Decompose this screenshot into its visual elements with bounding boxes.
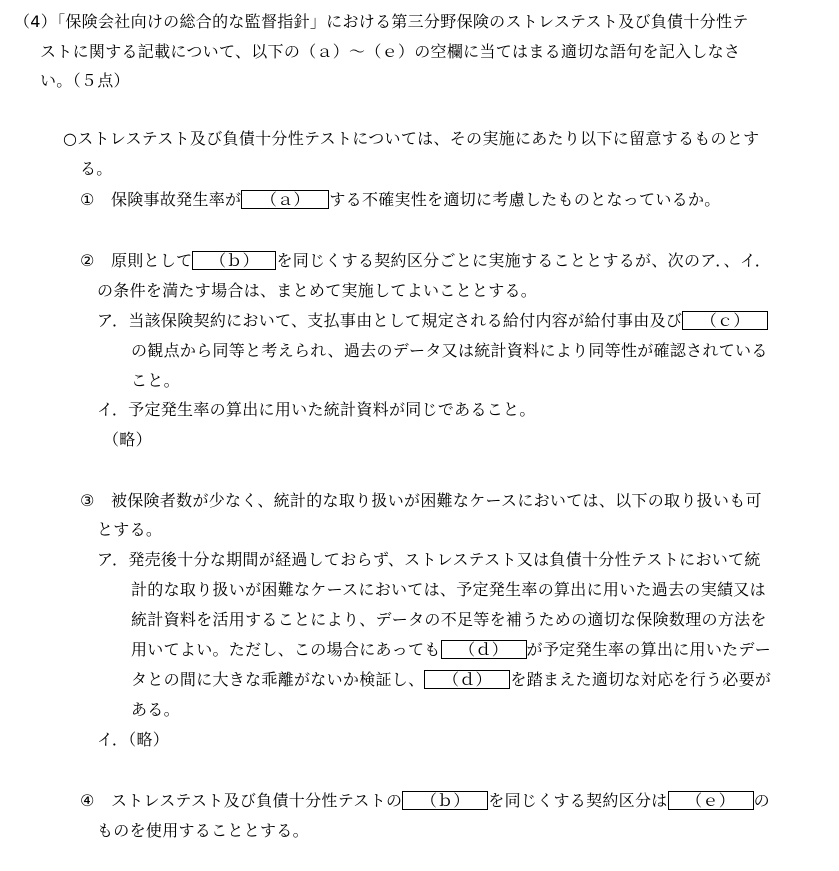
item-4-line-1 <box>80 791 770 811</box>
item-2-line-2: の条件を満たす場合は、まとめて実施してよいこととする。 <box>97 281 538 300</box>
item-3a-line-4 <box>131 640 771 660</box>
item-3a-line-2: 計的な取り扱いが困難なケースにおいては、予定発生率の算出に用いた過去の実績又は <box>131 580 766 599</box>
question-line-1: （4）「保険会社向けの総合的な監督指針」における第三分野保険のストレステスト及び負債十分性テ <box>14 12 749 31</box>
item-2i-line: イ．予定発生率の算出に用いた統計資料が同じであること。 <box>97 400 536 419</box>
item-3-line-1: ③ 被保険者数が少なく、統計的な取り扱いが困難なケースにおいては、以下の取り扱いも可 <box>80 491 762 510</box>
blank-b[interactable]: （ｂ） <box>192 251 276 270</box>
item-1-text-before: ① 保険事故発生率が <box>80 190 242 209</box>
question-line-2: ストに関する記載について、以下の（ａ）～（ｅ）の空欄に当てはまる適切な語句を記入しなさ <box>40 42 741 61</box>
item-3-line-2: とする。 <box>97 520 163 539</box>
item-3a-line-4-after: が予定発生率の算出に用いたデー <box>526 640 772 659</box>
item-3a-line-5-before: タとの間に大きな乖離がないか検証し、 <box>131 670 425 689</box>
item-3i-line: イ．（略） <box>97 730 170 749</box>
item-3a-line-4-before: 用いてよい。ただし、この場合にあっても <box>131 640 441 659</box>
item-2-text-after: を同じくする契約区分ごとに実施することとするが、次のア．、イ． <box>276 251 772 270</box>
item-2a-text-before: ア．当該保険契約において、支払事由として規定される給付内容が給付事由及び <box>97 311 683 330</box>
intro-line-1: ○ストレステスト及び負債十分性テストについては、その実施にあたり以下に留意するものとす <box>63 129 760 148</box>
item-2-text-before: ② 原則として <box>80 251 193 270</box>
blank-d-2[interactable]: （ｄ） <box>424 670 510 689</box>
item-4-line-2: ものを使用することとする。 <box>97 821 309 840</box>
question-line-3: い。（５点） <box>40 71 130 90</box>
item-3a-line-1: ア．発売後十分な期間が経過しておらず、ストレステスト又は負債十分性テストにおいて統 <box>97 550 761 569</box>
item-4-text-mid: を同じくする契約区分は <box>488 791 668 810</box>
item-4-text-before: ④ ストレステスト及び負債十分性テストの <box>80 791 403 810</box>
blank-c[interactable]: （ｃ） <box>682 311 768 330</box>
item-2a-line-1 <box>97 311 768 331</box>
item-4-text-after: の <box>753 791 770 810</box>
item-3a-line-5-after: を踏まえた適切な対応を行う必要が <box>510 670 772 689</box>
blank-a[interactable]: （ａ） <box>241 190 329 209</box>
item-2-omit: （略） <box>103 430 152 449</box>
item-3a-line-5 <box>131 670 771 690</box>
item-1-line <box>80 190 721 210</box>
blank-b-2[interactable]: （ｂ） <box>402 791 488 810</box>
item-3a-line-3: 統計資料を活用することにより、データの不足等を補うための適切な保険数理の方法を <box>131 610 767 629</box>
item-3a-line-6: ある。 <box>131 700 180 719</box>
item-2a-line-2: の観点から同等と考えられ、過去のデータ又は統計資料により同等性が確認されている <box>131 341 768 360</box>
blank-d-1[interactable]: （ｄ） <box>441 640 527 659</box>
item-2a-line-3: こと。 <box>131 371 180 390</box>
blank-e[interactable]: （ｅ） <box>668 791 754 810</box>
intro-line-2: る。 <box>80 159 113 178</box>
item-2-line-1 <box>80 251 771 271</box>
item-1-text-after: する不確実性を適切に考慮したものとなっているか。 <box>329 190 721 209</box>
